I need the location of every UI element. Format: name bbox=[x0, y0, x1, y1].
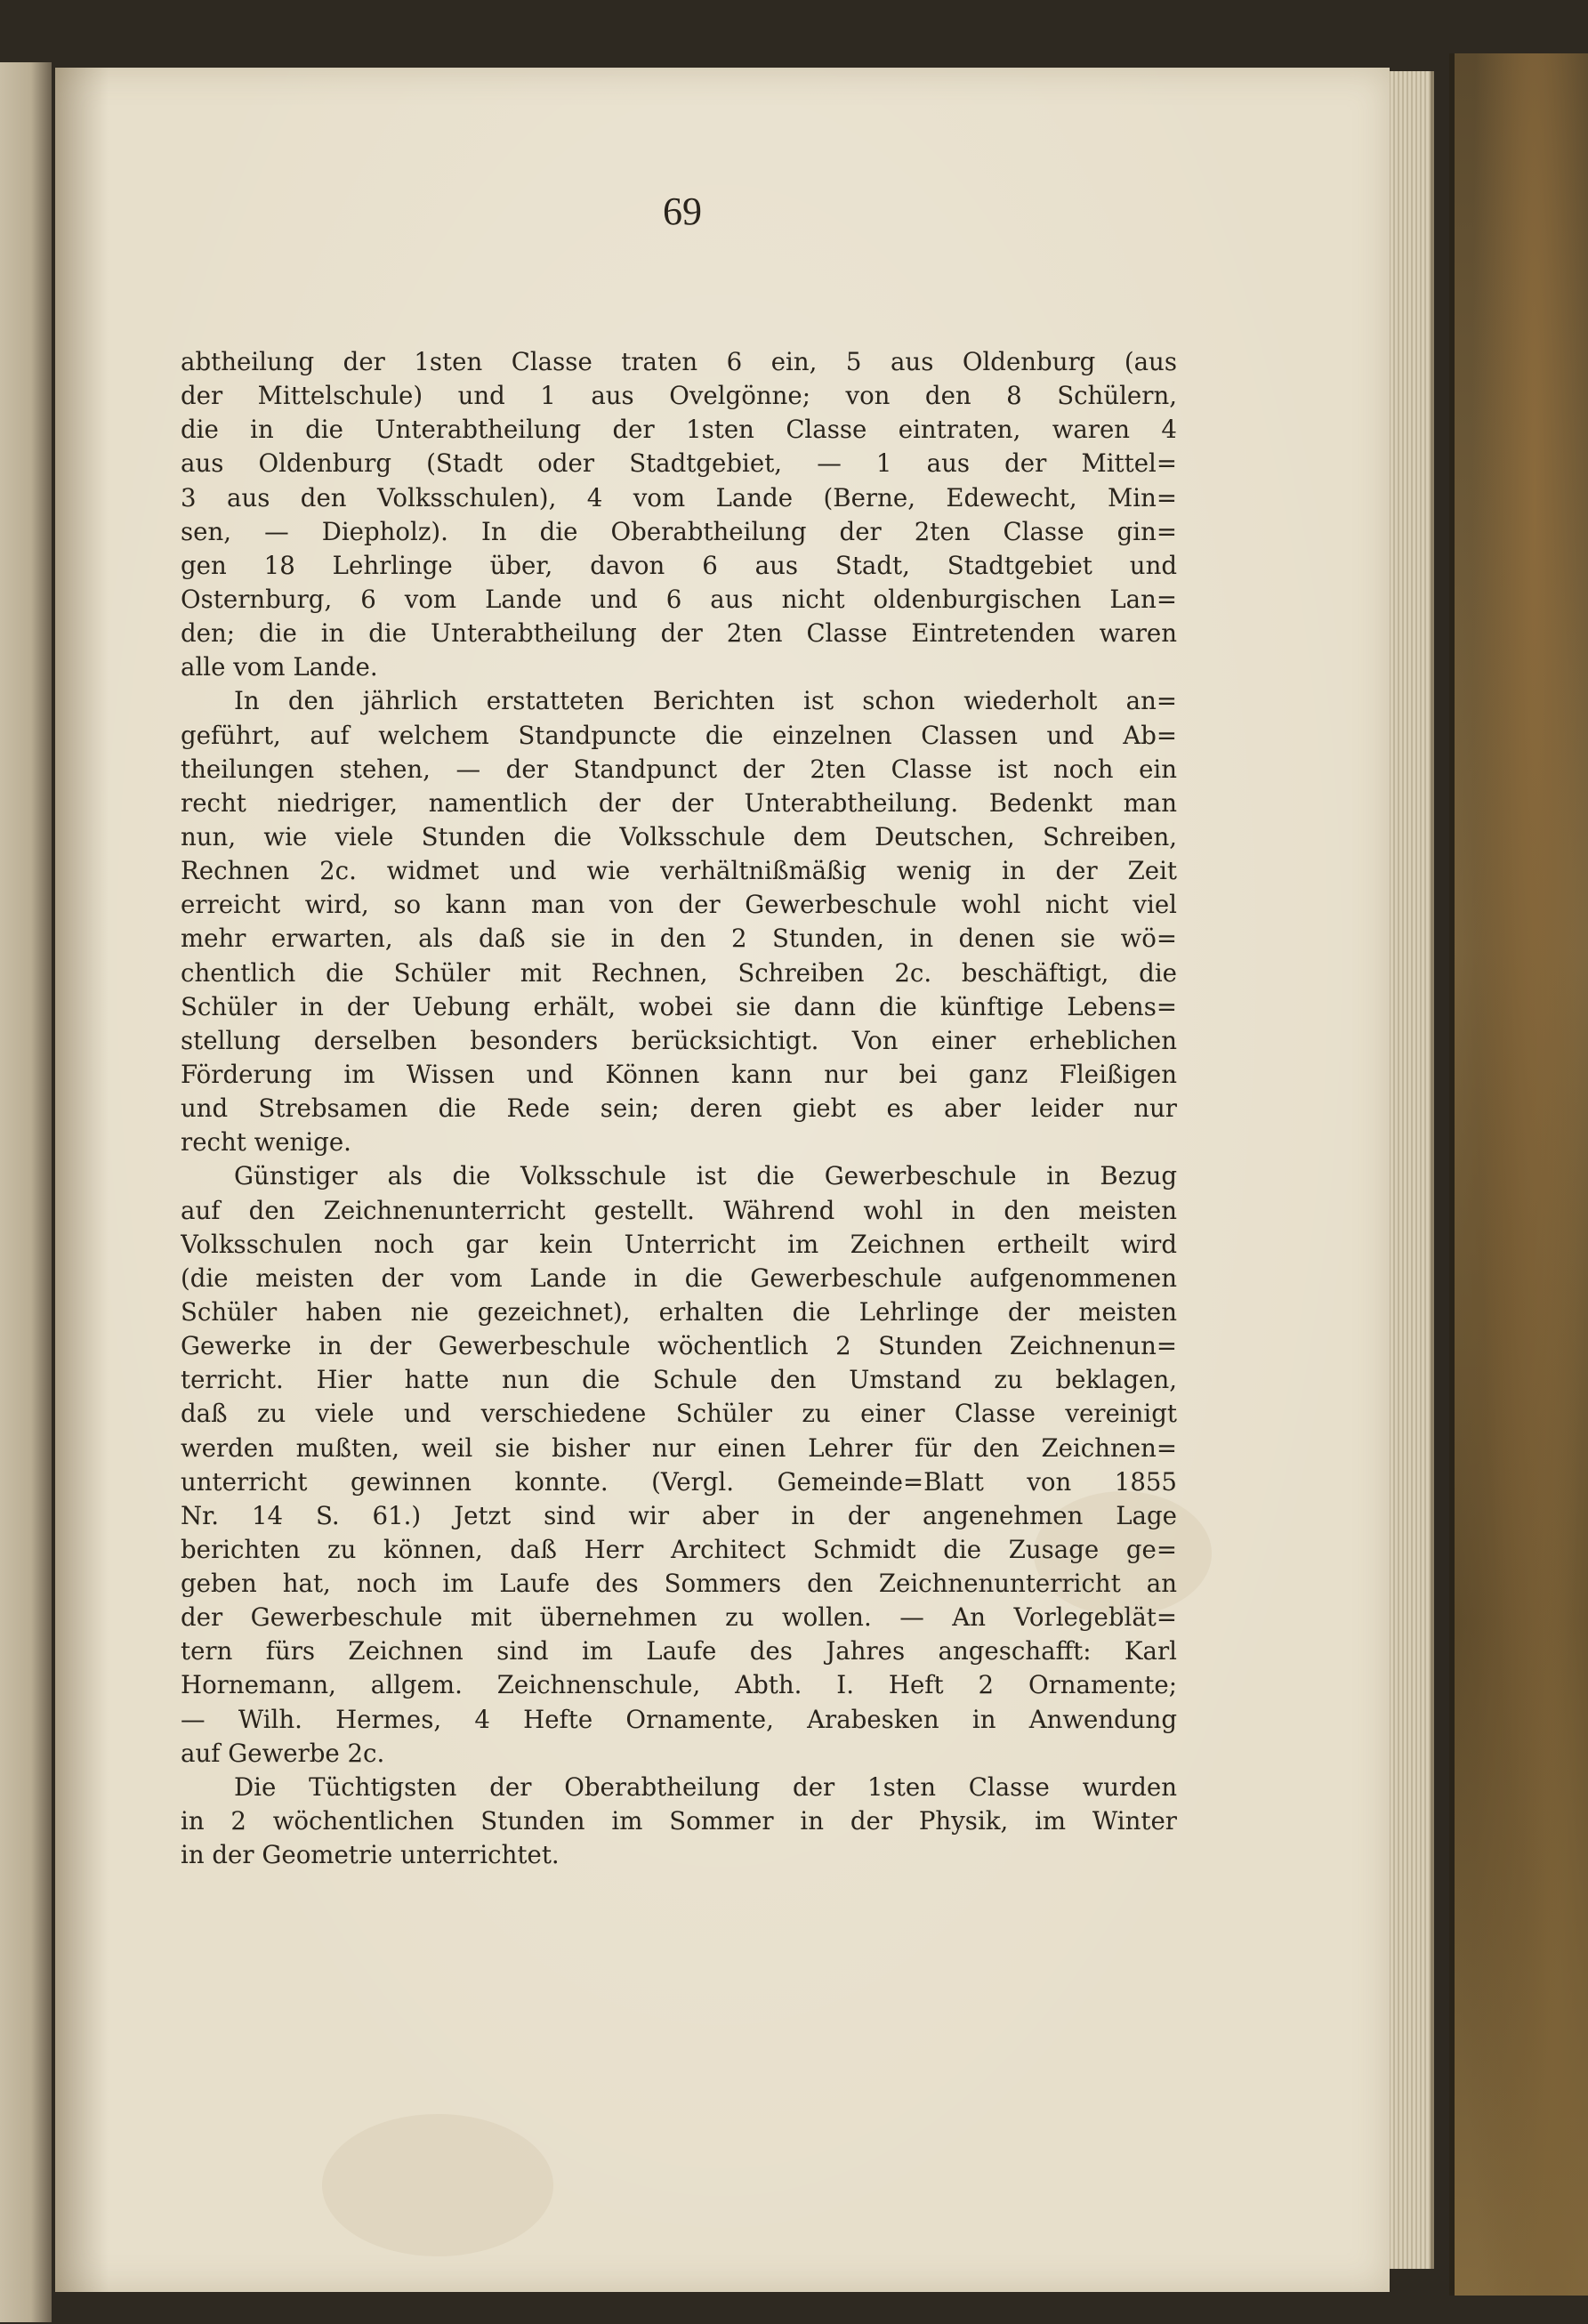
text-line: aus Oldenburg (Stadt oder Stadtgebiet, — 1 aus der Mittel= bbox=[181, 448, 1177, 479]
text-line: daß zu viele und verschiedene Schüler zu einer Classe vereinigt bbox=[181, 1399, 1177, 1429]
text-line: tern fürs Zeichnen sind im Laufe des Jahres angeschafft: Karl bbox=[181, 1636, 1177, 1666]
text-line: Förderung im Wissen und Können kann nur bei ganz Fleißigen bbox=[181, 1059, 1177, 1089]
text-line: erreicht wird, so kann man von der Gewerbeschule wohl nicht viel bbox=[181, 890, 1177, 920]
text-line: nun, wie viele Stunden die Volksschule dem Deutschen, Schreiben, bbox=[181, 821, 1177, 851]
text-line: Die Tüchtigsten der Oberabtheilung der 1sten Classe wurden bbox=[234, 1771, 1177, 1802]
text-line: recht wenige. bbox=[181, 1127, 351, 1158]
text-line: theilungen stehen, — der Standpunct der 2ten Classe ist noch ein bbox=[181, 754, 1177, 784]
text-line: auf den Zeichnenunterricht gestellt. Während wohl in den meisten bbox=[181, 1195, 1177, 1225]
text-line: und Strebsamen die Rede sein; deren giebt es aber leider nur bbox=[181, 1093, 1177, 1124]
text-line: Osternburg, 6 vom Lande und 6 aus nicht oldenburgischen Lan= bbox=[181, 584, 1177, 614]
book-cover-edge bbox=[1449, 53, 1588, 2296]
text-line: unterricht gewinnen konnte. (Vergl. Gemeinde=Blatt von 1855 bbox=[181, 1466, 1177, 1497]
text-line: geben hat, noch im Laufe des Sommers den Zeichnenunterricht an bbox=[181, 1569, 1177, 1599]
text-line: in 2 wöchentlichen Stunden im Sommer in der Physik, im Winter bbox=[181, 1806, 1177, 1836]
text-line: Schüler haben nie gezeichnet), erhalten die Lehrlinge der meisten bbox=[181, 1296, 1177, 1327]
text-line: Volksschulen noch gar kein Unterricht im Zeichnen ertheilt wird bbox=[181, 1229, 1177, 1259]
text-line: terricht. Hier hatte nun die Schule den Umstand zu beklagen, bbox=[181, 1365, 1177, 1395]
body-text bbox=[181, 345, 1177, 1872]
text-line: Gewerke in der Gewerbeschule wöchentlich 2 Stunden Zeichnenun= bbox=[181, 1331, 1177, 1361]
text-line: Schüler in der Uebung erhält, wobei sie dann die künftige Lebens= bbox=[181, 991, 1177, 1021]
text-line: in der Geometrie unterrichtet. bbox=[181, 1840, 560, 1870]
text-line: mehr erwarten, als daß sie in den 2 Stunden, in denen sie wö= bbox=[181, 924, 1177, 954]
text-line: den; die in die Unterabtheilung der 2ten Classe Eintretenden waren bbox=[181, 618, 1177, 649]
text-line: In den jährlich erstatteten Berichten ist schon wiederholt an= bbox=[234, 686, 1177, 716]
text-line: der Mittelschule) und 1 aus Ovelgönne; von den 8 Schülern, bbox=[181, 381, 1177, 411]
text-line: recht niedriger, namentlich der der Unterabtheilung. Bedenkt man bbox=[181, 787, 1177, 818]
text-line: chentlich die Schüler mit Rechnen, Schreiben 2c. beschäftigt, die bbox=[181, 957, 1177, 988]
text-line: der Gewerbeschule mit übernehmen zu wollen. — An Vorlegeblät= bbox=[181, 1602, 1177, 1633]
text-line: (die meisten der vom Lande in die Gewerbeschule aufgenommenen bbox=[181, 1263, 1177, 1293]
text-line: berichten zu können, daß Herr Architect Schmidt die Zusage ge= bbox=[181, 1534, 1177, 1564]
text-line: abtheilung der 1sten Classe traten 6 ein, 5 aus Oldenburg (aus bbox=[181, 347, 1177, 376]
text-line: alle vom Lande. bbox=[181, 652, 378, 682]
text-line: sen, — Diepholz). In die Oberabtheilung der 2ten Classe gin= bbox=[181, 516, 1177, 546]
text-line: — Wilh. Hermes, 4 Hefte Ornamente, Arabesken in Anwendung bbox=[181, 1704, 1177, 1734]
text-line: die in die Unterabtheilung der 1sten Classe eintraten, waren 4 bbox=[181, 415, 1177, 445]
text-line: Rechnen 2c. widmet und wie verhältnißmäßig wenig in der Zeit bbox=[181, 856, 1177, 886]
text-line: Günstiger als die Volksschule ist die Gewerbeschule in Bezug bbox=[234, 1161, 1177, 1191]
text-line: gen 18 Lehrlinge über, davon 6 aus Stadt, Stadtgebiet und bbox=[181, 550, 1177, 580]
page-number: 69 bbox=[663, 190, 702, 233]
text-line: Nr. 14 S. 61.) Jetzt sind wir aber in der angenehmen Lage bbox=[181, 1500, 1177, 1530]
paper-stain bbox=[322, 2114, 553, 2256]
text-line: Hornemann, allgem. Zeichnenschule, Abth. I. Heft 2 Ornamente; bbox=[181, 1670, 1177, 1700]
text-line: 3 aus den Volksschulen), 4 vom Lande (Berne, Edewecht, Min= bbox=[181, 482, 1177, 512]
text-line: stellung derselben besonders berücksichtigt. Von einer erheblichen bbox=[181, 1025, 1177, 1055]
text-line: werden mußten, weil sie bisher nur einen Lehrer für den Zeichnen= bbox=[181, 1432, 1177, 1463]
facing-page-edge bbox=[0, 62, 52, 2322]
text-line: geführt, auf welchem Standpuncte die einzelnen Classen und Ab= bbox=[181, 720, 1177, 750]
text-line: auf Gewerbe 2c. bbox=[181, 1738, 385, 1768]
